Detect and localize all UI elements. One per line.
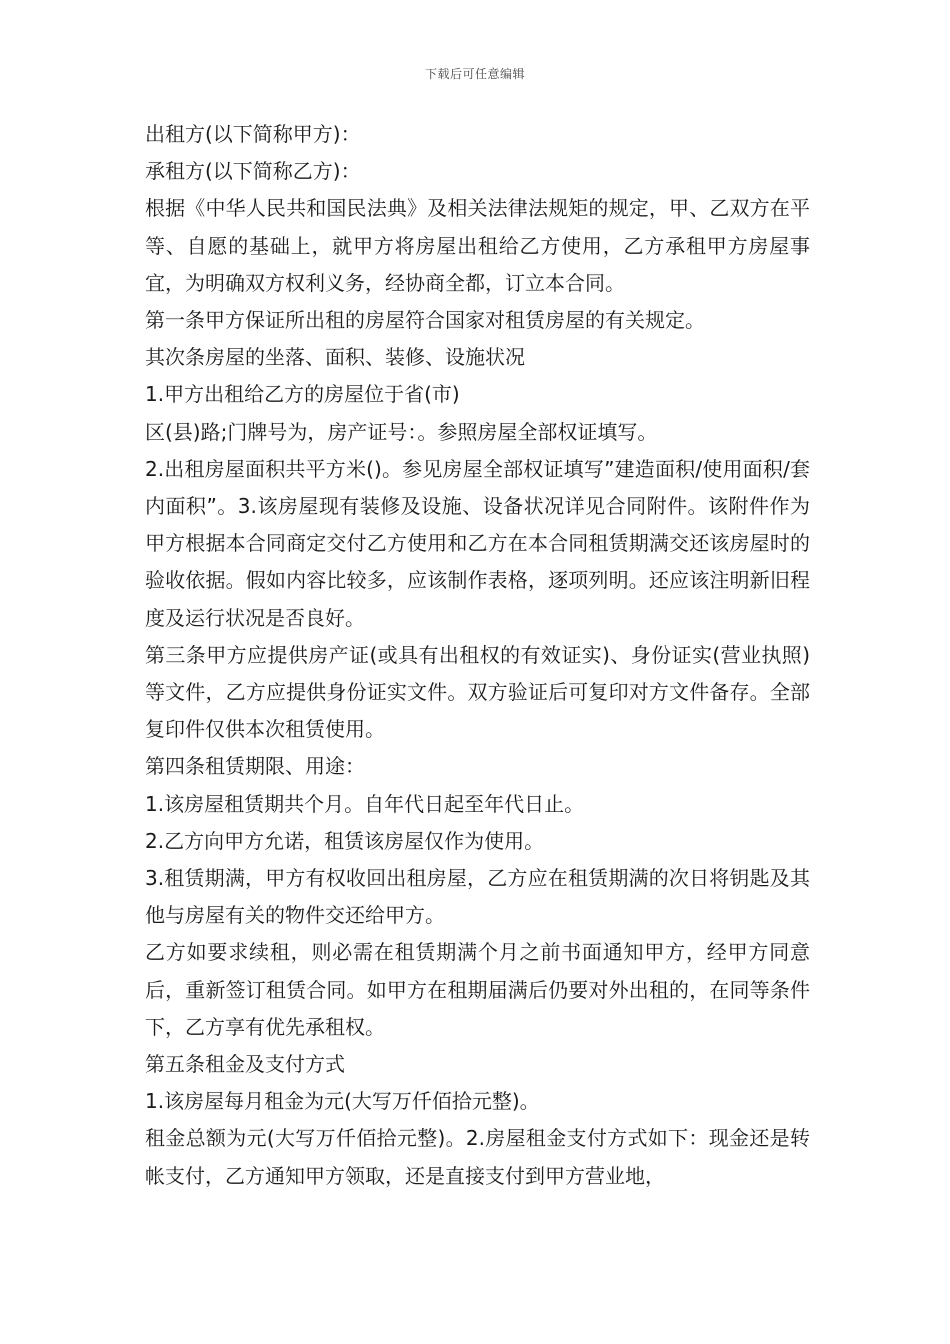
paragraph-article-4-item-1: 1.该房屋租赁期共个月。自年代日起至年代日止。 [145, 791, 585, 816]
paragraph-lessor: 出租方(以下简称甲方)： [145, 122, 361, 146]
paragraph-article-3: 第三条甲方应提供房产证(或具有出租权的有效证实)、身份证实(营业执照)等文件，乙方应提供身份证实文件。双方验证后可复印对方文件备存。全部复印件仅供本次租赁使用。 [145, 642, 810, 742]
paragraph-article-5-total: 租金总额为元(大写万仟佰拾元整)。2.房屋租金支付方式如下：现金还是转帐支付，乙方通知甲方领取，还是直接支付到甲方营业地， [145, 1126, 810, 1188]
paragraph-article-2-item-2-3: 2.出租房屋面积共平方米()。参见房屋全部权证填写”建造面积/使用面积/套内面积”。3.该房屋现有装修及设施、设备状况详见合同附件。该附件作为甲方根据本合同商定交付乙方使用和乙方在本合同租赁期满交还该房屋时的验收依据。假如内容比较多，应该制作表格，逐项列明。还应该注明新旧程度及运行状况是否良好。 [145, 456, 810, 630]
paragraph-article-2-item-1: 1.甲方出租给乙方的房屋位于省(市) [145, 382, 460, 407]
paragraph-article-1: 第一条甲方保证所出租的房屋符合国家对租赁房屋的有关规定。 [145, 308, 705, 333]
paragraph-article-2-title: 其次条房屋的坐落、面积、装修、设施状况 [145, 345, 525, 370]
paragraph-article-4-item-2: 2.乙方向甲方允诺，租赁该房屋仅作为使用。 [145, 828, 545, 853]
paragraph-lessee: 承租方(以下简称乙方)： [145, 159, 361, 184]
paragraph-article-5-title: 第五条租金及支付方式 [145, 1052, 345, 1077]
page-header-note: 下载后可任意编辑 [424, 67, 525, 81]
paragraph-article-4-title: 第四条租赁期限、用途： [145, 754, 365, 779]
paragraph-article-2-address: 区(县)路;门牌号为，房产证号：。参照房屋全部权证填写。 [145, 419, 658, 444]
document-body [145, 116, 810, 1195]
paragraph-article-4-item-3: 3.租赁期满，甲方有权收回出租房屋，乙方应在租赁期满的次日将钥匙及其他与房屋有关的物件交还给甲方。 [145, 866, 810, 928]
paragraph-article-4-renewal: 乙方如要求续租，则必需在租赁期满个月之前书面通知甲方，经甲方同意后，重新签订租赁合同。如甲方在租期届满后仍要对外出租的，在同等条件下，乙方享有优先承租权。 [145, 940, 810, 1039]
paragraph-article-5-item-1: 1.该房屋每月租金为元(大写万仟佰拾元整)。 [145, 1089, 540, 1114]
paragraph-preamble: 根据《中华人民共和国民法典》及相关法律法规矩的规定，甲、乙双方在平等、自愿的基础上，就甲方将房屋出租给乙方使用，乙方承租甲方房屋事宜，为明确双方权利义务，经协商全都，订立本合同。 [145, 196, 810, 295]
